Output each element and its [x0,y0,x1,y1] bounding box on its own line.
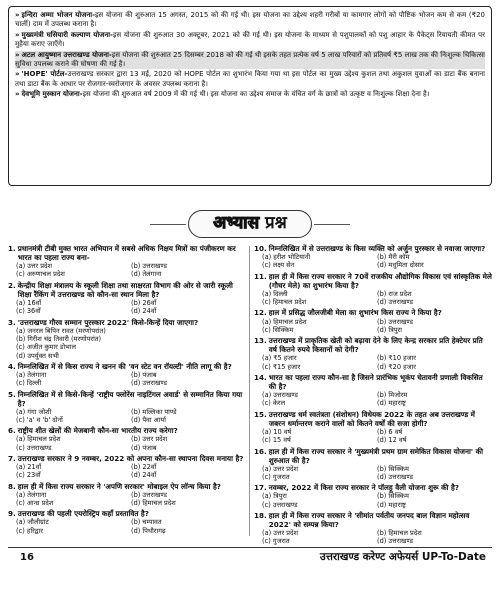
bullet-item [15,31,485,49]
bullet-arrow-icon: » [15,11,20,19]
answer-option: (c) केरल [262,399,286,408]
question-stem [8,281,246,299]
question-number: 10. [254,244,267,253]
summary-box [8,6,492,186]
question-item [8,362,246,388]
answer-option: (c) गुजरात [262,537,290,546]
question-text: भारत का पहला राज्य कौन-सा है जिसने प्रारंभिक भूकंप चेतावनी प्रणाली विकसित की है? [268,372,483,392]
question-text: प्रधानमंत्री टीबी मुक्त भारत अभियान में सबसे अधिक निक्षय मित्रों का पंजीकरण कर भारत का पहला राज्य बना- [17,244,236,263]
answer-option: (b) हिमाचल प्रदेश [377,529,422,538]
section-banner [188,210,312,238]
question-text: निम्नलिखित में से किसे-किन्हें 'राष्ट्रीय फ्लोरेंस नाइटिंगल अवार्ड' से सम्मानित किया गया है? [17,389,243,408]
answer-option: (c) सिक्किम [262,325,294,334]
answer-option: (d) तेलंगाना [131,270,162,279]
bullet-arrow-icon: » [15,70,20,79]
question-number: 15. [254,409,267,419]
question-item [254,447,492,482]
answer-option: (d) 24वाँ [131,471,157,480]
bullet-item [15,11,485,29]
answer-option: (a) ₹5 हजार [262,354,297,363]
question-text: निम्नलिखित में से उत्तराखण्ड के किस व्यक्ति को अर्जुन पुरस्कार से नवाजा जाएगा? [268,244,486,253]
answer-option: (d) उत्तराखण्ड [377,298,414,307]
options-grid [8,518,246,535]
question-number: 1. [8,244,16,253]
bullet-arrow-icon: » [15,30,20,39]
answer-option: (a) उत्तर प्रदेश [262,529,298,538]
answer-option: (a) हिमाचल प्रदेश [262,317,307,326]
question-stem [254,336,492,354]
question-column-left [8,244,246,540]
question-text: उत्तराखण्ड की पहली एयरोस्ट्रिप कहाँ प्रस्तावित है? [17,509,149,519]
question-item [8,244,246,279]
question-stem [254,447,492,465]
question-number: 9. [8,509,16,519]
question-number: 13. [254,336,267,346]
question-item [254,336,492,371]
options-grid [8,262,246,279]
question-text: केन्द्रीय शिक्षा मंत्रालय के स्कूली शिक्षा तथा साक्षरता विभाग की ओर से जारी स्कूली शिक्षा रैंकिंग में उत्तराखण्ड को कौन-सा स्थान मिला है? [17,280,233,299]
answer-option: (c) 'a' व 'b' दोनों [16,416,63,425]
options-grid [254,391,492,408]
answer-option: (d) 24वाँ [131,307,157,316]
question-text: हाल ही में किस राज्य सरकार ने 'अपणि सरकार' मोबाइल ऐप लॉन्च किया है? [17,481,221,491]
answer-option: (a) त्रिपुरा [262,492,287,501]
question-number: 3. [8,317,16,327]
answer-option: (b) गिरीश चंद्र तिवारी (मरणोपरांत) [16,334,102,343]
answer-option: (a) जनरल बिपिन रावत (मरणोपरांत) [16,326,106,335]
question-stem [8,509,246,518]
bullet-heading: देवभूमि मुस्कान योजना- [21,90,83,99]
question-item [8,509,246,535]
answer-option: (a) 16वाँ [16,298,42,307]
question-stem [8,482,246,491]
answer-option: (a) दिल्ली [262,289,288,298]
question-stem [8,426,246,435]
question-item [254,410,492,445]
question-text: राष्ट्रीय शीत खेलों की मेजबानी कौन-सा भारतीय राज्य करेगा? [17,426,178,436]
options-grid [8,371,246,388]
question-number: 18. [254,510,267,520]
column-divider [249,246,250,536]
options-grid [254,465,492,482]
answer-option: (b) सिक्किम [377,492,409,501]
answer-option: (b) पंजाब [131,370,157,379]
options-grid [254,318,492,335]
answer-option: (b) उत्तराखण्ड [377,317,414,326]
options-grid [254,354,492,371]
answer-option: (b) राज प्रदेश [377,289,412,298]
question-text: उत्तराखण्ड सरकार ने 9 नवम्बर, 2022 को अपना कौन-सा स्थापना दिवस मनाया है? [17,454,244,463]
answer-option: (c) हिमाचल प्रदेश [262,298,307,307]
question-stem [8,362,246,371]
options-grid [8,408,246,425]
options-grid [254,290,492,307]
options-grid [254,253,492,270]
question-stem [254,511,492,529]
question-number: 5. [8,389,16,399]
question-stem [8,390,246,408]
question-number: 14. [254,372,267,382]
question-number: 7. [8,454,16,463]
question-item [254,272,492,307]
answer-option: (d) पंजाब [131,443,157,452]
question-item [8,318,246,360]
answer-option: (b) उत्तराखण्ड [131,490,168,499]
answer-option: (c) उत्तराखण्ड [16,443,52,452]
bullet-heading: अटल आयुष्मान उत्तराखण्ड योजना- [21,50,112,59]
question-stem [8,244,246,262]
question-item [8,454,246,480]
question-text: हाल ही में किस राज्य सरकार ने 'मुख्यमंत्री प्रथम ग्राम समेकित विकास योजना' की शुरुआत की है? [268,446,483,465]
question-number: 8. [8,481,16,491]
options-grid [8,463,246,480]
question-item [8,426,246,452]
options-grid [254,492,492,509]
question-text: उत्तराखण्ड धर्म स्वतंत्रता (संशोधन) विधेयक 2022 के तहत अब उत्तराखण्ड में जबरन धर्मान्तरण कराने वालों को कितने वर्षों की सजा होगी? [268,409,475,428]
question-item [254,244,492,270]
question-stem [254,308,492,317]
banner-word-2: प्रश्न [265,213,287,233]
options-grid [8,491,246,508]
answer-option: (d) 12 वर्ष [377,436,407,445]
answer-option: (b) ₹10 हजार [377,354,416,363]
answer-option: (a) तेलंगाना [16,370,47,379]
bullet-arrow-icon: » [15,90,20,99]
answer-option: (c) हरिद्वार [16,526,43,535]
answer-option: (c) अजीत कुमार डोभाल [16,343,76,352]
question-item [254,511,492,546]
options-grid [8,299,246,316]
banner-word-1: अभ्यास [213,213,260,233]
bullet-arrow-icon: » [15,50,20,59]
bullet-text: इस योजना की शुरुआत 25 दिसम्बर 2018 को की गई थी इसके तहत प्रत्येक वर्ष 5 लाख परिवारों को प्रतिवर्ष ₹5 लाख तक की निःशुल्क चिकित्सा सुविधा उपलब्ध कराने की घोषणा की गई है। [15,50,485,68]
question-text: 'उत्तराखण्ड गौरव सम्मान पुरस्कार 2022' किसे-किन्हें दिया जाएगा? [17,317,199,327]
answer-option: (c) अरुणाचल प्रदेश [16,270,65,279]
question-item [254,373,492,408]
answer-option: (d) त्रिपुरा [377,325,402,334]
answer-option: (c) 23वाँ [16,471,41,480]
question-number: 4. [8,361,16,371]
answer-option: (a) उत्तराखण्ड [262,391,298,400]
answer-option: (a) 10 वर्ष [262,427,292,436]
answer-option: (a) हरीश भोटियानी [262,253,311,262]
answer-option: (b) मिजोरम [377,391,408,400]
question-item [8,482,246,508]
answer-option: (b) मल्लिका पाण्डे [131,407,177,416]
question-item [254,483,492,509]
question-item [8,390,246,425]
answer-option: (d) महाराष्ट्र [377,399,406,408]
answer-option: (d) हिमाचल प्रदेश [131,499,176,508]
question-stem [254,410,492,428]
answer-option: (a) उत्तर प्रदेश [262,464,298,473]
question-stem [254,272,492,290]
question-number: 16. [254,446,267,456]
question-stem [8,454,246,463]
answer-option: (d) मधुमिता दोसार [377,261,424,270]
answer-option: (d) उत्तराखण्ड [377,537,414,546]
banner-rule-left [150,224,186,225]
question-number: 17. [254,483,267,493]
answer-option: (c) 15 वर्ष [262,436,291,445]
answer-option: (a) उत्तर प्रदेश [16,262,52,271]
banner-rule-right [314,224,350,225]
question-stem [254,244,492,253]
bullet-heading: इन्दिरा अम्मा भोजन योजना- [21,11,95,19]
page-number: 16 [20,552,34,563]
answer-option: (c) 36वाँ [16,307,41,316]
answer-option: (a) 21वाँ [16,463,42,472]
question-item [8,281,246,316]
bullet-text: इस योजना की शुरुआत 30 अक्टूबर, 2021 को की गई थी। इस योजना के माध्यम से पशुपालकों को पशु आहार के पैकेट्स रियायती कीमत पर मुहैया कराए जाएँगे। [15,30,485,48]
question-item [254,308,492,334]
question-number: 2. [8,280,16,290]
question-text: उत्तराखण्ड में प्राकृतिक खेती को बढ़ावा देने के लिए केन्द्र सरकार प्रति हेक्टेयर प्रति वर्ष कितने रुपये किसानों को देगी? [268,336,483,355]
answer-option: (d) पैवा आर्या [131,416,166,425]
options-grid [8,327,246,360]
question-stem [254,373,492,391]
answer-option: (c) दिल्ली [16,379,42,388]
question-column-right [254,244,492,546]
answer-option: (c) उत्तराखण्ड [262,500,298,509]
question-text: हाल में प्रसिद्ध जौलजीबी मेला का शुभारंभ किस राज्य ने किया है? [268,308,442,318]
options-grid [254,529,492,546]
question-text: हाल ही में किस राज्य सरकार ने 'सीमांत पर्वतीय जनपद बाल विज्ञान महोत्सव 2022' को सम्पन्न किया? [268,510,470,530]
question-text: नवम्बर, 2022 में किस राज्य सरकार ने पॉलहू वैली योजना शुरू की है? [268,483,460,493]
answer-option: (c) लक्ष्य सेन [262,261,295,270]
bullet-heading: 'HOPE' पोर्टल- [21,70,68,79]
question-stem [8,318,246,327]
answer-option: (b) उत्तराखण्ड [131,262,168,271]
footer-rule [8,547,492,548]
options-grid [254,428,492,445]
answer-option: (a) जौलीग्रांट [16,518,49,527]
answer-option: (d) पिथौरागढ़ [131,526,166,535]
answer-option: (b) 22वाँ [131,463,157,472]
question-text: हाल ही में किस राज्य सरकार ने 70वें राजकीय औद्योगिक विकास एवं सांस्कृतिक मेले (गौचर मेले) का शुभारंभ किया है? [268,271,492,290]
bullet-text: इस योजना की शुरुआत वर्ष 2009 में की गई थी। इस योजना का उद्देश्य समाज के वंचित वर्ग के छात्रों को उत्कृष्ट व निःशुल्क शिक्षा देना है। [82,90,430,99]
footer-title: उत्तराखण्ड करेण्ट अफेयर्स UP-To-Date [319,551,486,563]
answer-option: (c) गुजरात [262,472,290,481]
bullet-item [15,90,485,99]
question-number: 12. [254,308,267,318]
question-text: निम्नलिखित में से किस राज्य ने खनन की 'वन स्टेट वन रॉयल्टी' नीति लागू की है? [17,361,232,371]
answer-option: (b) सिक्किम [377,464,409,473]
answer-option: (d) उत्तराखण्ड [131,379,168,388]
answer-option: (b) 26वाँ [131,298,157,307]
bullet-item [15,70,485,88]
options-grid [8,435,246,452]
question-number: 6. [8,426,16,436]
answer-option: (c) आन्ध्र प्रदेश [16,499,54,508]
question-number: 11. [254,271,267,281]
question-stem [254,483,492,492]
answer-option: (a) तेलंगाना [16,490,47,499]
answer-option: (d) उपर्युक्त सभी [16,351,59,360]
answer-option: (b) चम्पावत [131,518,162,527]
answer-option: (b) मैरी कॉम [377,253,410,262]
answer-option: (b) 6 वर्ष [377,427,403,436]
answer-option: (d) ₹20 हजार [377,362,416,371]
answer-option: (a) हिमाचल प्रदेश [16,435,61,444]
bullet-heading: मुख्यमंत्री घसियारी कल्याण योजना- [21,30,113,39]
answer-option: (a) गंगा जोशी [16,407,52,416]
answer-option: (d) उत्तराखण्ड [377,472,414,481]
bullet-text: इस योजना की शुरुआत 15 अगस्त, 2015 को की गई थी। इस योजना का उद्देश्य शहरी गरीबों या कामगार लोगों को पौष्टिक भोजन कम से कम (₹20 चालीं) दाम में उपलब्ध कराना है। [15,11,485,29]
answer-option: (d) महाराष्ट्र [377,500,406,509]
answer-option: (c) ₹15 हजार [262,362,301,371]
answer-option: (b) उत्तर प्रदेश [131,435,168,444]
bullet-item [15,51,485,69]
bullet-text: उत्तराखण्ड सरकार द्वारा 13 मई, 2020 को HOPE पोर्टल का शुभारंभ किया गया था इस पोर्टल का मुख्य उद्देश्य कुशल तथा अकुशल युवाओं का डाटा बैंक बनाना तथा डाटा बैंक के आधार पर रोजगार-स्वरोजगार के अवसर उपलब्ध कराना है। [15,70,485,88]
